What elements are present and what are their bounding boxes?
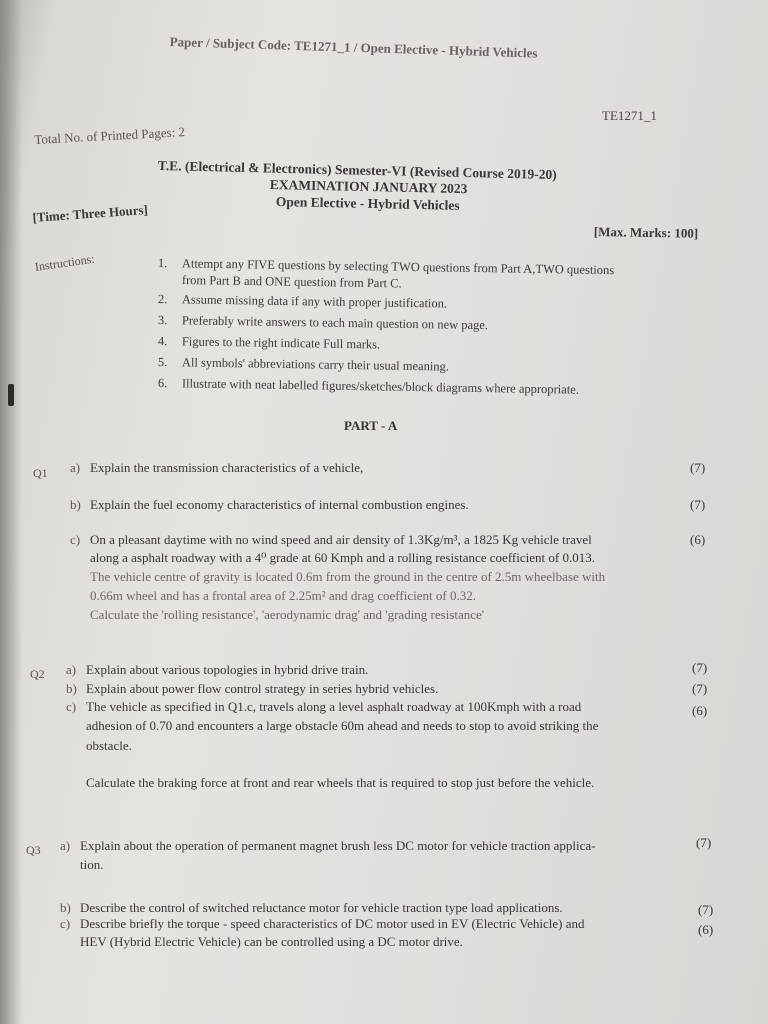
max-marks: [Max. Marks: 100]: [593, 224, 699, 241]
paper-code: TE1271_1: [602, 108, 657, 123]
page-binding-shadow: [0, 0, 22, 1024]
marks-q2b: (7): [692, 681, 708, 696]
instruction-item: 4. Figures to the right indicate Full marks.: [157, 334, 381, 352]
instruction-item: from Part B and ONE question from Part C.: [181, 273, 402, 291]
question-q1c-line: Calculate the 'rolling resistance', 'aerodynamic drag' and 'grading resistance': [90, 607, 485, 622]
part-a-heading: PART - A: [344, 418, 398, 433]
question-label-q2: Q2: [30, 667, 45, 681]
subject-code-header: Paper / Subject Code: TE1271_1 / Open Elective - Hybrid Vehicles: [169, 34, 538, 61]
marks-q3c: (6): [698, 922, 714, 937]
question-q3a: a) Explain about the operation of permanent magnet brush less DC motor for vehicle traction applica-: [60, 838, 596, 853]
question-q1c-line: 0.66m wheel and has a frontal area of 2.25m² and drag coefficient of 0.32.: [90, 588, 476, 603]
question-q2a: a) Explain about various topologies in hybrid drive train.: [66, 662, 369, 677]
question-q1c: c) On a pleasant daytime with no wind speed and air density of 1.3Kg/m³, a 1825 Kg vehicle travel: [70, 532, 592, 547]
instruction-item: 5. All symbols' abbreviations carry their usual meaning.: [157, 355, 450, 374]
question-q2c-extra: Calculate the braking force at front and rear wheels that is required to stop just before the vehicle.: [86, 775, 595, 790]
instruction-item: 2. Assume missing data if any with proper justification.: [157, 292, 448, 311]
marks-q1a: (7): [690, 460, 706, 475]
question-label-q3: Q3: [26, 843, 41, 857]
instruction-item: 1. Attempt any FIVE questions by selecting TWO questions from Part A,TWO questions: [157, 256, 615, 278]
marks-q3b: (7): [698, 902, 714, 917]
printed-pages: Total No. of Printed Pages: 2: [34, 124, 186, 147]
question-q3c-line: HEV (Hybrid Electric Vehicle) can be controlled using a DC motor drive.: [80, 934, 463, 949]
question-q2b: b) Explain about power flow control strategy in series hybrid vehicles.: [66, 681, 439, 696]
question-q3b: b) Describe the control of switched reluctance motor for vehicle traction type load applications.: [60, 900, 563, 915]
instruction-item: 6. Illustrate with neat labelled figures/sketches/block diagrams where appropriate.: [157, 376, 580, 397]
instruction-item: 3. Preferably write answers to each main question on new page.: [157, 313, 489, 333]
exam-time: [Time: Three Hours]: [32, 201, 149, 225]
question-q2c: c) The vehicle as specified in Q1.c, travels along a level asphalt roadway at 100Kmph with a road: [66, 699, 582, 714]
question-q2c-line: adhesion of 0.70 and encounters a large obstacle 60m ahead and needs to stop to avoid striking the: [86, 718, 599, 733]
marks-q1b: (7): [690, 497, 706, 512]
question-q3c: c) Describe briefly the torque - speed characteristics of DC motor used in EV (Electric Vehicle) and: [60, 916, 585, 931]
marks-q1c: (6): [690, 532, 706, 547]
exam-title: EXAMINATION JANUARY 2023: [269, 177, 468, 197]
question-q1c-line: The vehicle centre of gravity is located 0.6m from the ground in the centre of 2.5m wheelbase with: [90, 569, 606, 584]
question-q3a-line: tion.: [80, 857, 104, 872]
course-title: T.E. (Electrical & Electronics) Semester-VI (Revised Course 2019-20): [157, 158, 557, 183]
question-q1c-line: along a asphalt roadway with a 4⁰ grade at 60 Kmph and a rolling resistance coefficient of 0.013.: [90, 550, 595, 565]
binding-mark: [8, 384, 14, 406]
marks-q3a: (7): [696, 835, 712, 850]
question-q2c-line: obstacle.: [86, 738, 132, 753]
question-label-q1: Q1: [33, 466, 48, 480]
marks-q2c: (6): [692, 703, 708, 718]
instructions-label: Instructions:: [34, 251, 96, 274]
question-q1b: b) Explain the fuel economy characteristics of internal combustion engines.: [70, 497, 469, 512]
question-q1a: a) Explain the transmission characteristics of a vehicle,: [70, 460, 364, 475]
marks-q2a: (7): [692, 660, 708, 675]
subject-title: Open Elective - Hybrid Vehicles: [275, 194, 460, 213]
